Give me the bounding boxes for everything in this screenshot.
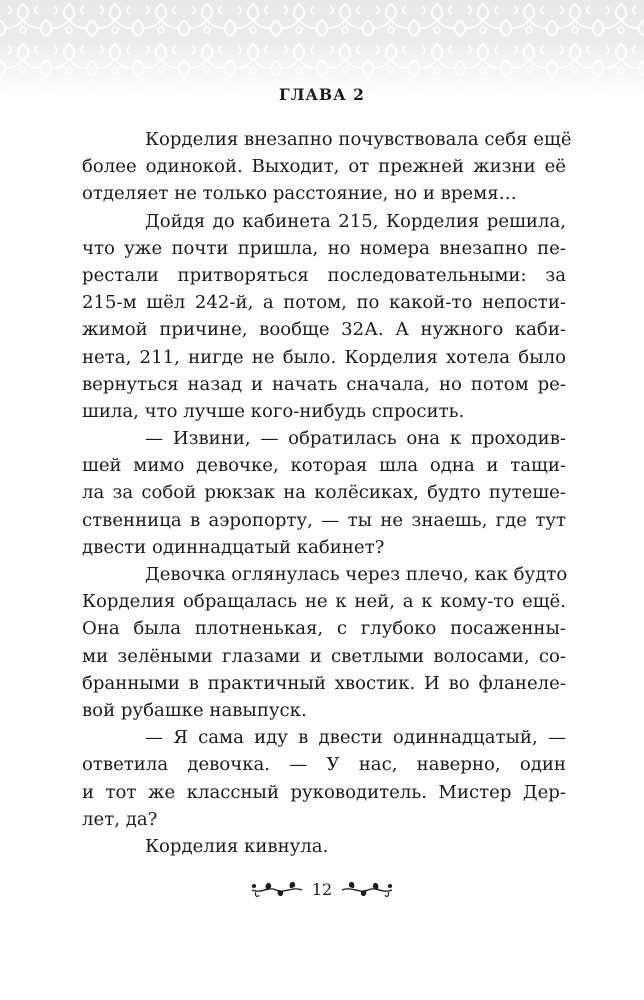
right-vine-ornament xyxy=(340,878,396,900)
text-line: шила, что лучше кого-нибудь спросить. xyxy=(82,400,465,422)
chapter-title: ГЛАВА 2 xyxy=(279,85,365,104)
text-line: вернуться назад и начать сначала, но потом ре- xyxy=(82,373,566,395)
paragraph xyxy=(82,126,572,208)
text-line: Она была плотненькая, с глубоко посаженны- xyxy=(82,618,566,640)
text-line: ми зелёными глазами и светлыми волосами, со- xyxy=(82,645,566,667)
paragraph xyxy=(82,561,566,724)
left-vine-ornament xyxy=(248,878,304,900)
text-line: бранными в практичный хвостик. И во фланеле- xyxy=(82,672,566,694)
text-line: лет, да? xyxy=(82,808,158,830)
text-line: — Я сама иду в двести одиннадцатый, — xyxy=(145,727,566,749)
text-line: Дойдя до кабинета 215, Корделия решила, xyxy=(145,210,566,232)
paragraph xyxy=(82,425,566,561)
text-line: более одинокой. Выходит, от прежней жизни её xyxy=(82,156,566,178)
text-line: отделяет не только расстояние, но и время… xyxy=(82,183,517,205)
text-line: — Извини, — обратилась она к проходив- xyxy=(145,428,566,450)
text-line: вой рубашке навыпуск. xyxy=(82,699,307,721)
page-footer xyxy=(0,878,644,900)
text-line: 215-м шёл 242-й, а потом, по какой-то непости- xyxy=(82,292,566,314)
text-line: Корделия кивнула. xyxy=(145,835,329,857)
text-line: двести одиннадцатый кабинет? xyxy=(82,536,385,558)
text-line: жимой причине, вообще 32А. А нужного каби- xyxy=(82,319,566,341)
text-line: Корделия внезапно почувствовала себя ещё xyxy=(145,129,572,150)
paragraph xyxy=(82,833,566,860)
text-line: ла за собой рюкзак на колёсиках, будто путеше- xyxy=(82,482,566,504)
text-line: что уже почти пришла, но номера внезапно пе- xyxy=(82,237,566,259)
text-line: ответила девочка. — У нас, наверно, один xyxy=(82,754,566,776)
page-number: 12 xyxy=(311,879,333,899)
body-text xyxy=(82,126,572,860)
text-line: рестали притворяться последовательными: за xyxy=(82,264,566,286)
text-line: и тот же классный руководитель. Мистер Дер- xyxy=(82,781,566,803)
text-line: Девочка оглянулась через плечо, как будто xyxy=(145,564,568,585)
text-line: нета, 211, нигде не было. Корделия хотела было xyxy=(82,346,566,368)
paragraph xyxy=(82,208,566,426)
paragraph xyxy=(82,724,566,833)
text-line: шей мимо девочке, которая шла одна и тащи- xyxy=(82,455,566,477)
text-line: Корделия обращалась не к ней, а к кому-то ещё. xyxy=(82,591,566,613)
text-line: ственница в аэропорту, — ты не знаешь, где тут xyxy=(82,509,566,531)
